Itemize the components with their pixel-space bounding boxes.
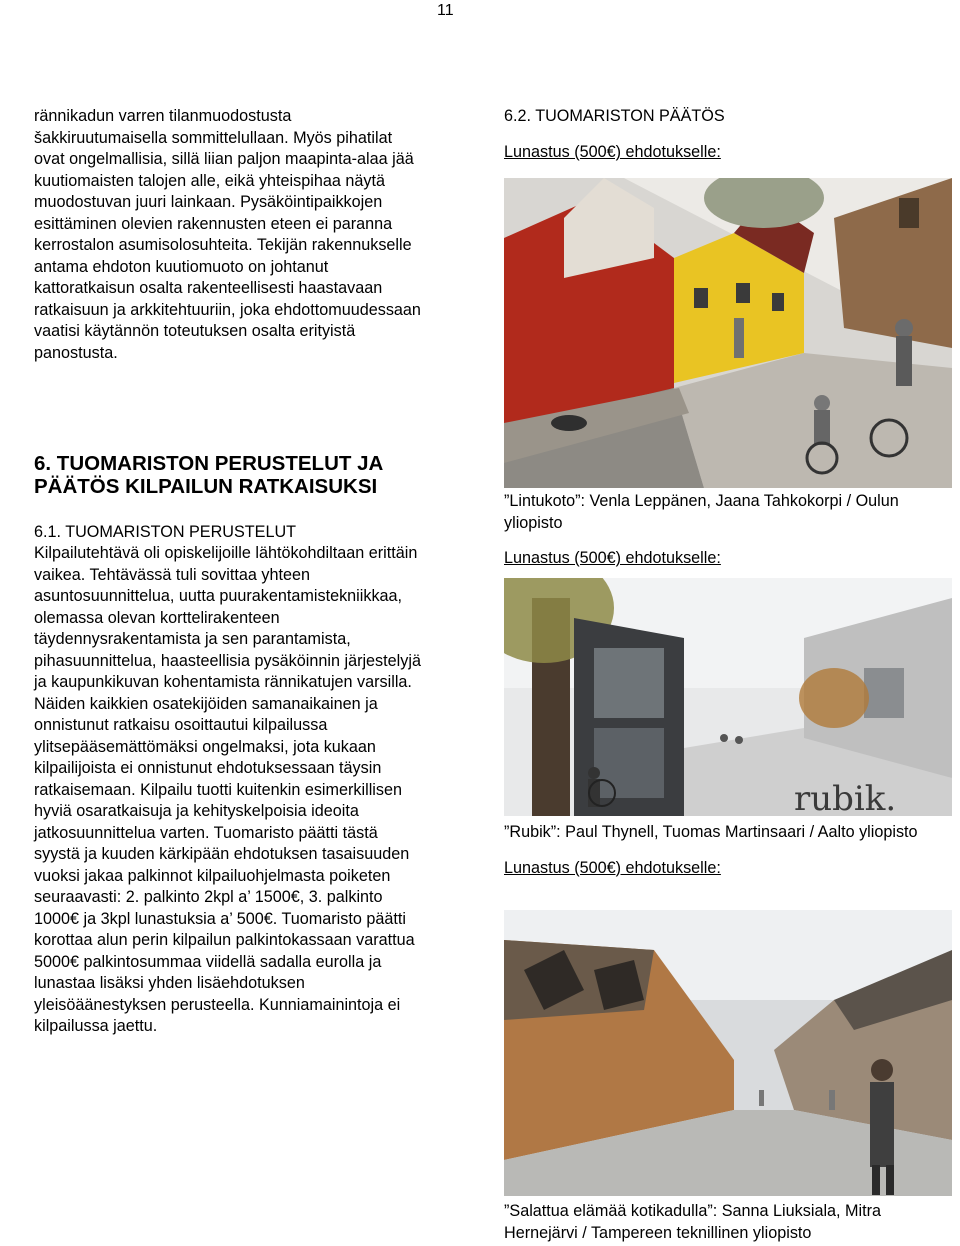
page-number: 11: [437, 2, 454, 19]
entry-2-caption: ”Rubik”: Paul Thynell, Tuomas Martinsaari / Aalto yliopisto: [504, 823, 918, 841]
entry-3-label: Lunastus (500€) ehdotukselle:: [504, 858, 721, 877]
entry-3: [504, 1201, 944, 1244]
entry-2-label: Lunastus (500€) ehdotukselle:: [504, 549, 721, 567]
entry-2: [504, 822, 944, 879]
entry-1-image: [504, 178, 952, 488]
paragraph-intro: rännikadun varren tilanmuodostusta šakkiruutumaisella sommittelullaan. Myös pihatilat ovat ongelmallisia, sillä liian paljon maapinta-alaa jää kuutiomaisten talojen alle, eikä yhteispihaa näytä muodostuvan juuri lainkaan. Pysäköintipaikkojen esittäminen olevien rakennusten eteen ei paranna kerrostalon asumisolosuhteita. Tekijän rakennukselle antama ehdoton kuutiomuoto on johtanut kattoratkaisun osalta rakenteellisesti haastavaan ratkaisuun ja arkkitehtuuriin, joka ehdottomuudessaan vaatisi käytännön toteutuksen osalta erityistä panostusta.: [34, 107, 421, 362]
subsection-heading: 6.1. TUOMARISTON PERUSTELUT: [34, 523, 297, 541]
paragraph-justification: Kilpailutehtävä oli opiskelijoille lähtökohdiltaan erittäin vaikea. Tehtävässä tuli sovittaa yhteen asuntosuunnittelua, uutta puurakentamistekniikkaa, olemassa olevan korttelirakenteen täydennysrakentamista ja sen parantamista, pihasuunnittelua, haasteellisia pysäköinnin järjestelyjä ja kaupunkikuvan kohentamista rännikatujen varsilla. Näiden kaikkien osatekijöiden samanaikainen ja onnistunut ratkaisu osoittautui kilpailussa ylitsepääsemättömäksi ongelmaksi, jota kukaan kilpailijoista ei onnistunut ehdotuksessaan täysin ratkaisemaan. Kilpailu tuotti kuitenkin esimerkillisen hyviä osaratkaisuja ja kehityskelpoisia ideoita jatkosuunnittelua varten. Tuomaristo päätti tästä syystä ja kuuden kärkipään ehdotuksen tasaisuuden vuoksi jakaa palkinnot kilpailuohjelmasta poiketen seuraavasti: 2. palkinto 2kpl a’ 1500€, 3. palkinto 1000€ ja 3kpl lunastuksia a’ 500€. Tuomaristo päätti korottaa alun perin kilpailun palkintokassaan varattua 5000€ palkintosummaa viidellä sadalla eurolla ja lunastaa lisäksi yhden lisäehdotuksen yleisöäänestyksen perusteella. Kunniamainintoja ei kilpailussa jaettu.: [34, 544, 421, 1035]
entry-3-caption: ”Salattua elämää kotikadulla”: Sanna Liuksiala, Mitra Hernejärvi / Tampereen teknillinen yliopisto: [504, 1202, 882, 1242]
rubik-logo: rubik.: [794, 779, 897, 816]
decision-heading: 6.2. TUOMARISTON PÄÄTÖS: [504, 107, 725, 125]
entry-1-caption: ”Lintukoto”: Venla Leppänen, Jaana Tahkokorpi / Oulun yliopisto: [504, 492, 899, 532]
left-column: [34, 106, 426, 364]
decision-section: [504, 106, 944, 163]
section-6: [34, 452, 426, 1038]
entry-2-image: [504, 578, 952, 816]
entry-1: [504, 491, 944, 569]
section-heading: 6. TUOMARISTON PERUSTELUT JA PÄÄTÖS KILPAILUN RATKAISUKSI: [34, 452, 383, 498]
entry-3-image: [504, 910, 952, 1196]
entry-1-label: Lunastus (500€) ehdotukselle:: [504, 143, 721, 161]
